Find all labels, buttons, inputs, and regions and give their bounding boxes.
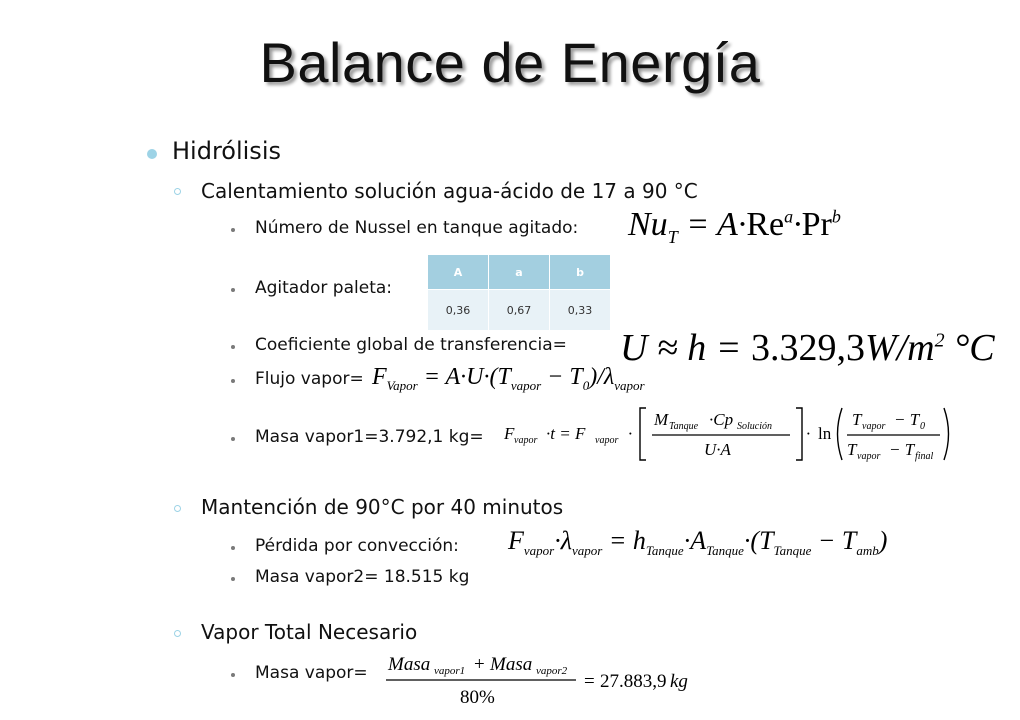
eq-total-pct: 80% bbox=[460, 687, 495, 708]
svg-text:− T: − T bbox=[894, 410, 920, 429]
subsection-heating: Calentamiento solución agua-ácido de 17 a 90 °C bbox=[201, 179, 698, 203]
svg-text:Masa: Masa bbox=[388, 654, 431, 675]
coef-label: Coeficiente global de transferencia= bbox=[255, 335, 567, 355]
small-bullet-icon bbox=[231, 673, 235, 677]
ring-bullet-icon bbox=[174, 188, 181, 195]
svg-text:ln: ln bbox=[818, 424, 832, 443]
svg-text:U·A: U·A bbox=[704, 440, 731, 459]
eq-total-value: 27.883,9 bbox=[600, 671, 667, 692]
svg-text:Solución: Solución bbox=[737, 421, 772, 432]
masa1-equation bbox=[502, 402, 954, 464]
perdida-label: Pérdida por convección: bbox=[255, 536, 459, 556]
svg-text:− T: − T bbox=[889, 440, 915, 459]
subsection-total: Vapor Total Necesario bbox=[201, 620, 418, 644]
coefficient-table bbox=[427, 254, 611, 331]
table-header-b: b bbox=[550, 255, 611, 290]
svg-text:M: M bbox=[654, 410, 669, 429]
small-bullet-icon bbox=[231, 288, 235, 292]
table-cell-b: 0,33 bbox=[550, 290, 611, 331]
svg-text:vapor: vapor bbox=[857, 451, 881, 462]
svg-text:·: · bbox=[628, 424, 633, 443]
eq-u-value: 3.329,3 bbox=[750, 327, 865, 369]
section-heading: Hidrólisis bbox=[172, 137, 281, 165]
bullet-dot-icon bbox=[147, 149, 157, 159]
masa-total-label: Masa vapor= bbox=[255, 663, 368, 683]
flujo-equation: $F_{Vapor} = A\cdot U\cdot(T_{vapor} - T_0)/\lambda_{vapor}$ bbox=[372, 364, 645, 393]
svg-text:vapor1: vapor1 bbox=[434, 665, 466, 677]
small-bullet-icon bbox=[231, 379, 235, 383]
agitador-label: Agitador paleta: bbox=[255, 278, 393, 298]
svg-text:+: + bbox=[474, 654, 485, 675]
svg-text:vapor2: vapor2 bbox=[536, 665, 568, 677]
perdida-equation: $F_{vapor}\cdot\lambda_{vapor} = h_{Tanque}\cdot A_{Tanque}\cdot(T_{Tanque} - T_{amb})$ bbox=[508, 526, 888, 559]
svg-text:vapor: vapor bbox=[595, 435, 619, 446]
svg-text:F: F bbox=[504, 424, 515, 443]
coefficient-equation: $U \approx h = 3.329,3W/m^2$ °C bbox=[620, 327, 995, 369]
small-bullet-icon bbox=[231, 546, 235, 550]
small-bullet-icon bbox=[231, 577, 235, 581]
small-bullet-icon bbox=[231, 437, 235, 441]
table-header-A: A bbox=[428, 255, 489, 290]
small-bullet-icon bbox=[231, 345, 235, 349]
small-bullet-icon bbox=[231, 228, 235, 232]
svg-text:final: final bbox=[915, 451, 934, 462]
ring-bullet-icon bbox=[174, 505, 181, 512]
table-cell-a: 0,67 bbox=[489, 290, 550, 331]
svg-text:vapor: vapor bbox=[862, 421, 886, 432]
nusselt-equation: $Nu_T = A\cdot Re^a\cdot Pr^b$ bbox=[628, 206, 841, 247]
svg-text:T: T bbox=[847, 440, 857, 459]
slide-title: Balance de Energía bbox=[259, 31, 761, 94]
svg-text:Tanque: Tanque bbox=[669, 421, 699, 432]
table-cell-A: 0,36 bbox=[428, 290, 489, 331]
svg-text:·Cp: ·Cp bbox=[709, 410, 734, 429]
svg-text:kg: kg bbox=[670, 671, 688, 692]
nusselt-label: Número de Nussel en tanque agitado: bbox=[255, 218, 579, 238]
svg-text:·t = F: ·t = F bbox=[546, 424, 586, 443]
svg-text:·: · bbox=[806, 424, 811, 443]
subsection-maintenance: Mantención de 90°C por 40 minutos bbox=[201, 495, 564, 519]
svg-text:Masa: Masa bbox=[490, 654, 533, 675]
flujo-label: Flujo vapor= bbox=[255, 369, 364, 389]
svg-text:=: = bbox=[584, 671, 595, 692]
masa2-label: Masa vapor2= 18.515 kg bbox=[255, 567, 470, 587]
table-header-a: a bbox=[489, 255, 550, 290]
svg-text:vapor: vapor bbox=[514, 435, 538, 446]
ring-bullet-icon bbox=[174, 630, 181, 637]
masa1-label: Masa vapor1=3.792,1 kg= bbox=[255, 427, 484, 447]
masa-total-equation bbox=[382, 646, 702, 708]
svg-text:0: 0 bbox=[920, 421, 925, 432]
svg-text:T: T bbox=[852, 410, 862, 429]
